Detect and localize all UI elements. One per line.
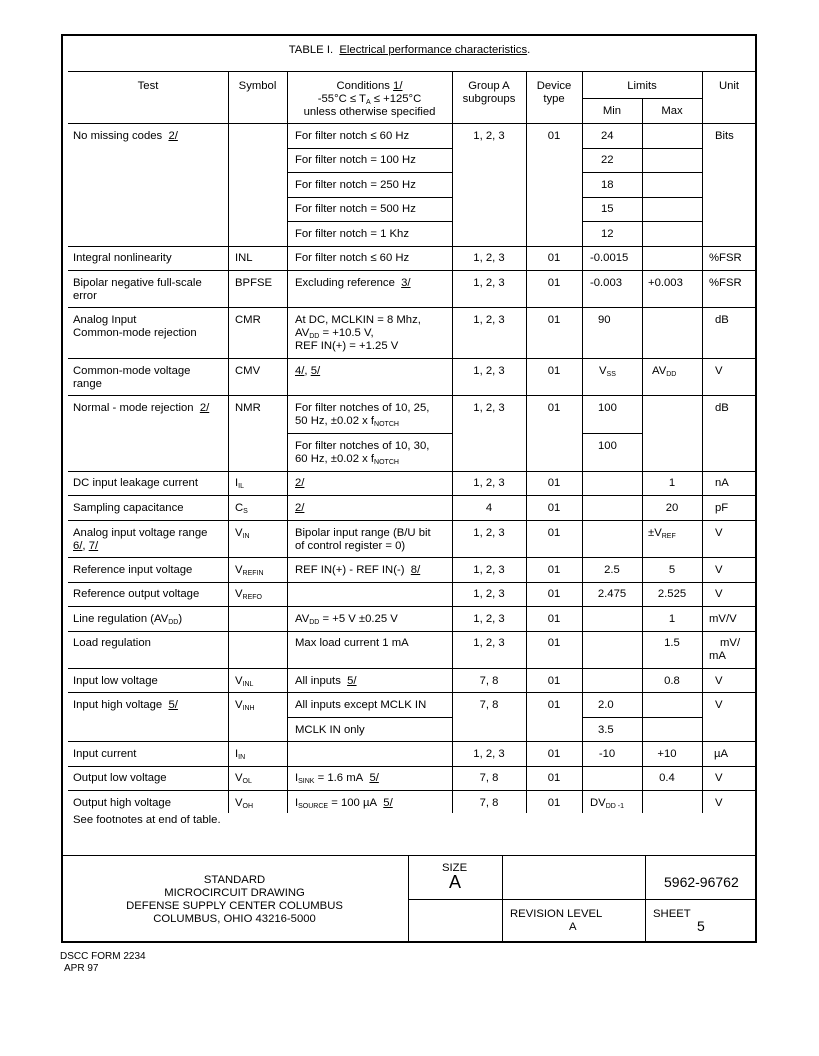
max-value: 0.8 — [664, 675, 680, 687]
table-footnote: See footnotes at end of table. — [73, 814, 221, 826]
header-unit: Unit — [718, 80, 740, 92]
min-value: 100 — [598, 402, 617, 414]
device-type: 01 — [547, 277, 561, 289]
symbol: $I_{IL}$ — [235, 477, 244, 490]
test-name-cont: range — [73, 378, 102, 390]
device-type: 01 — [547, 588, 561, 600]
subgroups: 1, 2, 3 — [473, 402, 505, 414]
symbol: INL — [235, 252, 253, 264]
subgroups: 7, 8 — [479, 797, 499, 809]
test-name-cont: error — [73, 290, 97, 302]
title-block-line: COLUMBUS, OHIO 43216-5000 — [153, 913, 316, 925]
subgroups: 1, 2, 3 — [473, 527, 505, 539]
unit: %FSR — [709, 252, 742, 264]
device-type: 01 — [547, 675, 561, 687]
condition: Max load current 1 mA — [295, 637, 409, 649]
device-type: 01 — [547, 613, 561, 625]
unit: V — [715, 527, 723, 539]
subgroups: 1, 2, 3 — [473, 748, 505, 760]
max-value: 20 — [665, 502, 679, 514]
condition: For filter notch ≤ 60 Hz — [295, 130, 410, 142]
device-type: 01 — [547, 365, 561, 377]
test-name: Sampling capacitance — [73, 502, 184, 514]
header-min: Min — [602, 105, 622, 117]
condition: $AV_{DD} = +5$ V ±0.25 V — [295, 613, 398, 626]
max-value: $AV_{DD}$ — [652, 365, 677, 378]
symbol: $V_{INL}$ — [235, 675, 254, 688]
min-value: 22 — [601, 154, 614, 166]
test-name: Reference output voltage — [73, 588, 200, 600]
condition: Excluding reference 3/ — [295, 277, 411, 289]
unit: pF — [715, 502, 729, 514]
size-value: A — [449, 872, 462, 892]
test-name: Normal - mode rejection 2/ — [73, 402, 210, 414]
device-type: 01 — [547, 402, 561, 414]
subgroups: 1, 2, 3 — [473, 477, 505, 489]
device-type: 01 — [547, 314, 561, 326]
min-value: -10 — [598, 748, 616, 760]
min-value: 15 — [601, 203, 614, 215]
subgroups: 1, 2, 3 — [473, 314, 505, 326]
subgroups: 1, 2, 3 — [473, 588, 505, 600]
max-value: +10 — [657, 748, 677, 760]
test-name: Integral nonlinearity — [73, 252, 172, 264]
sheet-label: SHEET — [653, 908, 691, 920]
condition: of control register = 0) — [295, 540, 406, 552]
device-type: 01 — [547, 772, 561, 784]
subgroups: 7, 8 — [479, 772, 499, 784]
min-value: 2.5 — [604, 564, 620, 576]
min-value: 100 — [598, 440, 617, 452]
header-max: Max — [661, 105, 683, 117]
test-name: Load regulation — [73, 637, 151, 649]
unit-cont: mA — [709, 650, 726, 662]
unit: V — [715, 365, 723, 377]
device-type: 01 — [547, 797, 561, 809]
condition: All inputs except MCLK IN — [295, 699, 427, 711]
header-conditions-temp: $-55^\circ C \le T_A \le +125^\circ C$ — [317, 93, 422, 106]
device-type: 01 — [547, 564, 561, 576]
header-conditions-note: unless otherwise specified — [303, 106, 436, 118]
unit: µA — [714, 748, 729, 760]
symbol: $V_{IN}$ — [235, 527, 250, 540]
unit: dB — [715, 314, 729, 326]
header-group-a: Group A — [468, 80, 510, 92]
unit: Bits — [715, 130, 734, 142]
symbol: $I_{IN}$ — [235, 748, 246, 761]
condition: REF IN(+) - REF IN(-) 8/ — [295, 564, 421, 576]
subgroups: 1, 2, 3 — [473, 130, 505, 142]
header-device: Device — [536, 80, 572, 92]
max-value: 1 — [668, 477, 676, 489]
min-value: $DV_{DD -1}$ — [590, 797, 624, 810]
revision-label: REVISION LEVEL — [510, 908, 603, 920]
unit: %FSR — [709, 277, 742, 289]
test-name: Bipolar negative full-scale — [73, 277, 202, 289]
form-date: APR 97 — [64, 963, 99, 974]
max-value: 2.525 — [657, 588, 687, 600]
header-subgroups: subgroups — [462, 93, 516, 105]
condition: 2/ — [295, 477, 305, 489]
header-conditions: Conditions 1/ — [336, 80, 403, 92]
condition: $AV_{DD} = +10.5$ V, — [295, 327, 374, 340]
condition: $I_{SINK} = 1.6$ mA 5/ — [295, 772, 379, 785]
device-type: 01 — [547, 130, 561, 142]
test-name-notes: 6/, 7/ — [73, 540, 99, 552]
test-name: No missing codes 2/ — [73, 130, 178, 142]
header-type: type — [543, 93, 565, 105]
subgroups: 1, 2, 3 — [473, 365, 505, 377]
unit: V — [715, 772, 723, 784]
unit: dB — [715, 402, 729, 414]
symbol: CMR — [235, 314, 261, 326]
condition: For filter notch ≤ 60 Hz — [295, 252, 410, 264]
test-name: DC input leakage current — [73, 477, 198, 489]
subgroups: 1, 2, 3 — [473, 637, 505, 649]
symbol: NMR — [235, 402, 261, 414]
min-value: 90 — [598, 314, 611, 326]
header-symbol: Symbol — [238, 80, 277, 92]
test-name: Input high voltage 5/ — [73, 699, 178, 711]
condition: For filter notch = 1 Khz — [295, 228, 409, 240]
max-value: +0.003 — [648, 277, 683, 289]
test-name: Common-mode voltage — [73, 365, 191, 377]
revision-value: A — [569, 921, 577, 933]
test-name: Output high voltage — [73, 797, 171, 809]
condition: For filter notch = 500 Hz — [295, 203, 416, 215]
max-value: 1.5 — [664, 637, 680, 649]
min-value: $V_{SS}$ — [599, 365, 616, 378]
condition: At DC, MCLKIN = 8 Mhz, — [295, 314, 421, 326]
min-value: 2.0 — [598, 699, 614, 711]
header-test: Test — [137, 80, 159, 92]
test-name: Line regulation $(AV_{DD})$ — [73, 613, 183, 626]
symbol: BPFSE — [235, 277, 273, 289]
unit: mV/V — [709, 613, 737, 625]
min-value: 24 — [601, 130, 614, 142]
unit: V — [715, 675, 723, 687]
condition: REF IN(+) = +1.25 V — [295, 340, 399, 352]
min-value: 2.475 — [597, 588, 627, 600]
condition: 60 Hz, ±0.02 x $f_{NOTCH}$ — [295, 453, 399, 466]
min-value: 12 — [601, 228, 614, 240]
title-block-line: STANDARD — [203, 874, 266, 886]
table-title: TABLE I. Electrical performance characteristics. — [288, 44, 531, 56]
unit: V — [715, 797, 723, 809]
title-block-line: MICROCIRCUIT DRAWING — [164, 887, 305, 899]
subgroups: 1, 2, 3 — [473, 277, 505, 289]
sheet-value: 5 — [697, 918, 705, 934]
unit: nA — [715, 477, 729, 489]
device-type: 01 — [547, 699, 561, 711]
min-value: -0.003 — [590, 277, 623, 289]
test-name: Reference input voltage — [73, 564, 193, 576]
condition: 4/, 5/ — [295, 365, 321, 377]
condition: 50 Hz, ±0.02 x $f_{NOTCH}$ — [295, 415, 399, 428]
subgroups: 4 — [485, 502, 493, 514]
test-name-cont: Common-mode rejection — [73, 327, 197, 339]
subgroups: 1, 2, 3 — [473, 564, 505, 576]
test-name: Analog Input — [73, 314, 137, 326]
max-value: 1 — [668, 613, 676, 625]
test-name: Analog input voltage range — [73, 527, 208, 539]
condition: For filter notches of 10, 25, — [295, 402, 430, 414]
test-name: Input current — [73, 748, 137, 760]
subgroups: 1, 2, 3 — [473, 613, 505, 625]
symbol: $V_{REFIN}$ — [235, 564, 264, 577]
size-label: SIZE — [442, 862, 468, 874]
header-limits: Limits — [627, 80, 657, 92]
min-value: 3.5 — [598, 724, 614, 736]
condition: For filter notches of 10, 30, — [295, 440, 430, 452]
condition: $I_{SOURCE} = 100$ µA 5/ — [295, 797, 393, 810]
condition: 2/ — [295, 502, 305, 514]
condition: For filter notch = 100 Hz — [295, 154, 416, 166]
condition: All inputs 5/ — [295, 675, 357, 687]
device-type: 01 — [547, 748, 561, 760]
max-value: 5 — [668, 564, 676, 576]
unit: V — [715, 588, 723, 600]
symbol: $C_S$ — [235, 502, 248, 515]
device-type: 01 — [547, 502, 561, 514]
unit: V — [715, 699, 723, 711]
title-block-line: DEFENSE SUPPLY CENTER COLUMBUS — [126, 900, 343, 912]
drawing-number: 5962-96762 — [664, 874, 739, 890]
symbol: $V_{REFO}$ — [235, 588, 262, 601]
min-value: 18 — [601, 179, 614, 191]
min-value: -0.0015 — [590, 252, 629, 264]
device-type: 01 — [547, 637, 561, 649]
device-type: 01 — [547, 477, 561, 489]
symbol: $V_{OH}$ — [235, 797, 254, 810]
form-number: DSCC FORM 2234 — [60, 951, 146, 962]
unit: V — [715, 564, 723, 576]
symbol: CMV — [235, 365, 261, 377]
symbol: $V_{INH}$ — [235, 699, 255, 712]
device-type: 01 — [547, 252, 561, 264]
max-value: 0.4 — [659, 772, 675, 784]
condition: MCLK IN only — [295, 724, 365, 736]
condition: Bipolar input range (B/U bit — [295, 527, 431, 539]
test-name: Input low voltage — [73, 675, 158, 687]
subgroups: 1, 2, 3 — [473, 252, 505, 264]
subgroups: 7, 8 — [479, 699, 499, 711]
unit: mV/ — [720, 637, 741, 649]
max-value: $\pm V_{REF}$ — [648, 527, 676, 540]
symbol: $V_{OL}$ — [235, 772, 252, 785]
test-name: Output low voltage — [73, 772, 167, 784]
device-type: 01 — [547, 527, 561, 539]
condition: For filter notch = 250 Hz — [295, 179, 416, 191]
subgroups: 7, 8 — [479, 675, 499, 687]
